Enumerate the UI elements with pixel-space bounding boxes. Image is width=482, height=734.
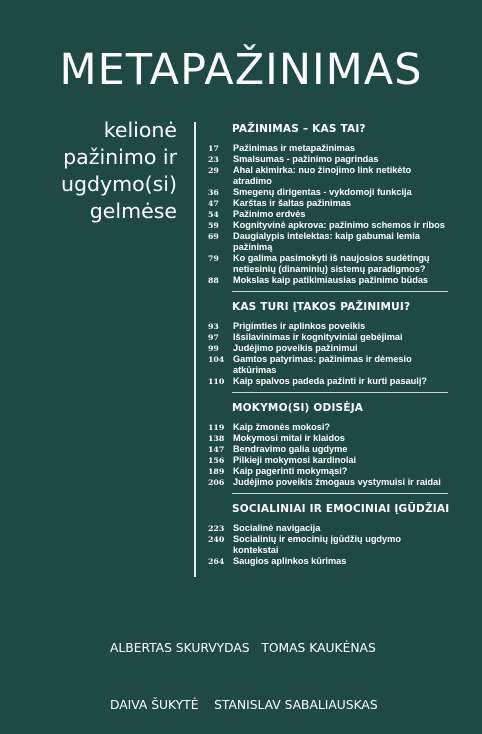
toc-entry: [208, 466, 448, 477]
toc-entry: [208, 154, 448, 165]
page-number: 264: [208, 557, 225, 566]
page-number: 240: [208, 535, 225, 544]
toc-entry: [208, 220, 448, 231]
toc-entry: [208, 556, 448, 567]
entry-title: Bendravimo galia ugdyme: [233, 444, 348, 454]
toc-entry: [208, 165, 448, 187]
entry-title: Judėjimo poveikis pažinimui: [233, 343, 358, 353]
entry-title: Ahal akimirka: nuo žinojimo link netikėto atradimo: [233, 165, 412, 186]
entry-title: Mokymosi mitai ir klaidos: [233, 433, 345, 443]
table-of-contents: [208, 122, 448, 567]
page-number: 69: [208, 232, 219, 241]
toc-entry: [208, 143, 448, 154]
page-number: 223: [208, 524, 225, 533]
section-entries: [208, 143, 448, 286]
entry-title: Mokslas kaip patikimiausias pažinimo būdas: [233, 275, 429, 285]
authors-line: ALBERTAS SKURVYDAS TOMAS KAUKĖNAS: [110, 641, 376, 655]
toc-entry: [208, 275, 448, 286]
entry-title: Kaip žmonės mokosi?: [233, 422, 330, 432]
entry-title: Pažinimas ir metapažinimas: [233, 143, 356, 153]
entry-title: Prigimties ir aplinkos poveikis: [233, 321, 366, 331]
entry-title: Ko galima pasimokyti iš naujosios sudėtingų netiesinių (dinaminių) sistemų paradigmos?: [233, 253, 430, 274]
entry-title: Smalsumas - pažinimo pagrindas: [233, 154, 379, 164]
toc-entry: [208, 253, 448, 275]
toc-entry: [208, 455, 448, 466]
section-title: MOKYMO(SI) ODISĖJA: [232, 402, 364, 414]
vertical-divider: [194, 122, 196, 577]
book-subtitle: [61, 117, 177, 225]
page-number: 147: [208, 445, 225, 454]
entry-title: Gamtos patyrimas: pažinimas ir dėmesio atkūrimas: [233, 354, 412, 375]
page-number: 23: [208, 155, 219, 164]
toc-entry: [208, 332, 448, 343]
toc-entry: [208, 354, 448, 376]
section-divider: [232, 291, 448, 292]
page-number: 54: [208, 210, 219, 219]
subtitle-line: gelmėse: [89, 199, 177, 223]
entry-title: Socialinių ir emocinių įgūdžių ugdymo kontekstai: [233, 534, 401, 555]
page-number: 93: [208, 322, 219, 331]
page-number: 59: [208, 221, 219, 230]
entry-title: Pilkieji mokymosi kardinolai: [233, 455, 357, 465]
subtitle-line: kelionė: [103, 118, 177, 142]
section-title: PAŽINIMAS – KAS TAI?: [232, 123, 366, 135]
section-entries: [208, 321, 448, 387]
toc-entry: [208, 231, 448, 253]
entry-title: Smegenų dirigentas - vykdomoji funkcija: [233, 187, 412, 197]
page-number: 29: [208, 166, 219, 175]
page-number: 97: [208, 333, 219, 342]
subtitle-line: ugdymo(si): [60, 172, 177, 196]
entry-title: Pažinimo erdvės: [233, 209, 306, 219]
toc-entry: [208, 343, 448, 354]
toc-entry: [208, 523, 448, 534]
toc-entry: [208, 534, 448, 556]
subtitle-line: pažinimo ir: [63, 145, 177, 169]
entry-title: Kognityvinė apkrova: pažinimo schemos ir ribos: [233, 220, 445, 230]
page-number: 189: [208, 467, 225, 476]
section-title: SOCIALINIAI IR EMOCINIAI ĮGŪDŽIAI: [232, 503, 450, 515]
toc-entry: [208, 376, 448, 387]
toc-entry: [208, 187, 448, 198]
entry-title: Kaip pagerinti mokymąsi?: [233, 466, 348, 476]
section-divider: [232, 493, 448, 494]
page-number: 206: [208, 478, 225, 487]
section-entries: [208, 422, 448, 488]
toc-entry: [208, 433, 448, 444]
page-number: 36: [208, 188, 219, 197]
entry-title: Judėjimo poveikis žmogaus vystymuisi ir raidai: [233, 477, 441, 487]
section-entries: [208, 523, 448, 567]
page-number: 79: [208, 254, 219, 263]
page-number: 110: [208, 377, 225, 386]
page-number: 104: [208, 355, 225, 364]
entry-title: Daugialypis intelektas: kaip gabumai lemia pažinimą: [233, 231, 420, 252]
page-number: 88: [208, 276, 219, 285]
section-title: KAS TURI ĮTAKOS PAŽINIMUI?: [232, 301, 411, 313]
toc-entry: [208, 198, 448, 209]
book-title: METAPAŽINIMAS: [59, 45, 423, 95]
toc-entry: [208, 444, 448, 455]
entry-title: Kaip spalvos padeda pažinti ir kurti pasaulį?: [233, 376, 428, 386]
entry-title: Išsilavinimas ir kognityviniai gebėjimai: [233, 332, 403, 342]
page-number: 99: [208, 344, 219, 353]
page-number: 138: [208, 434, 225, 443]
authors-line: DAIVA ŠUKYTĖ STANISLAV SABALIAUSKAS: [110, 698, 378, 712]
entry-title: Karštas ir šaltas pažinimas: [233, 198, 351, 208]
page-number: 119: [208, 423, 225, 432]
toc-entry: [208, 209, 448, 220]
entry-title: Socialinė navigacija: [233, 523, 321, 533]
page-number: 17: [208, 144, 219, 153]
toc-entry: [208, 477, 448, 488]
authors: [110, 601, 378, 734]
toc-entry: [208, 422, 448, 433]
toc-entry: [208, 321, 448, 332]
page-number: 156: [208, 456, 225, 465]
page-number: 47: [208, 199, 219, 208]
section-divider: [232, 392, 448, 393]
entry-title: Saugios aplinkos kūrimas: [233, 556, 347, 566]
